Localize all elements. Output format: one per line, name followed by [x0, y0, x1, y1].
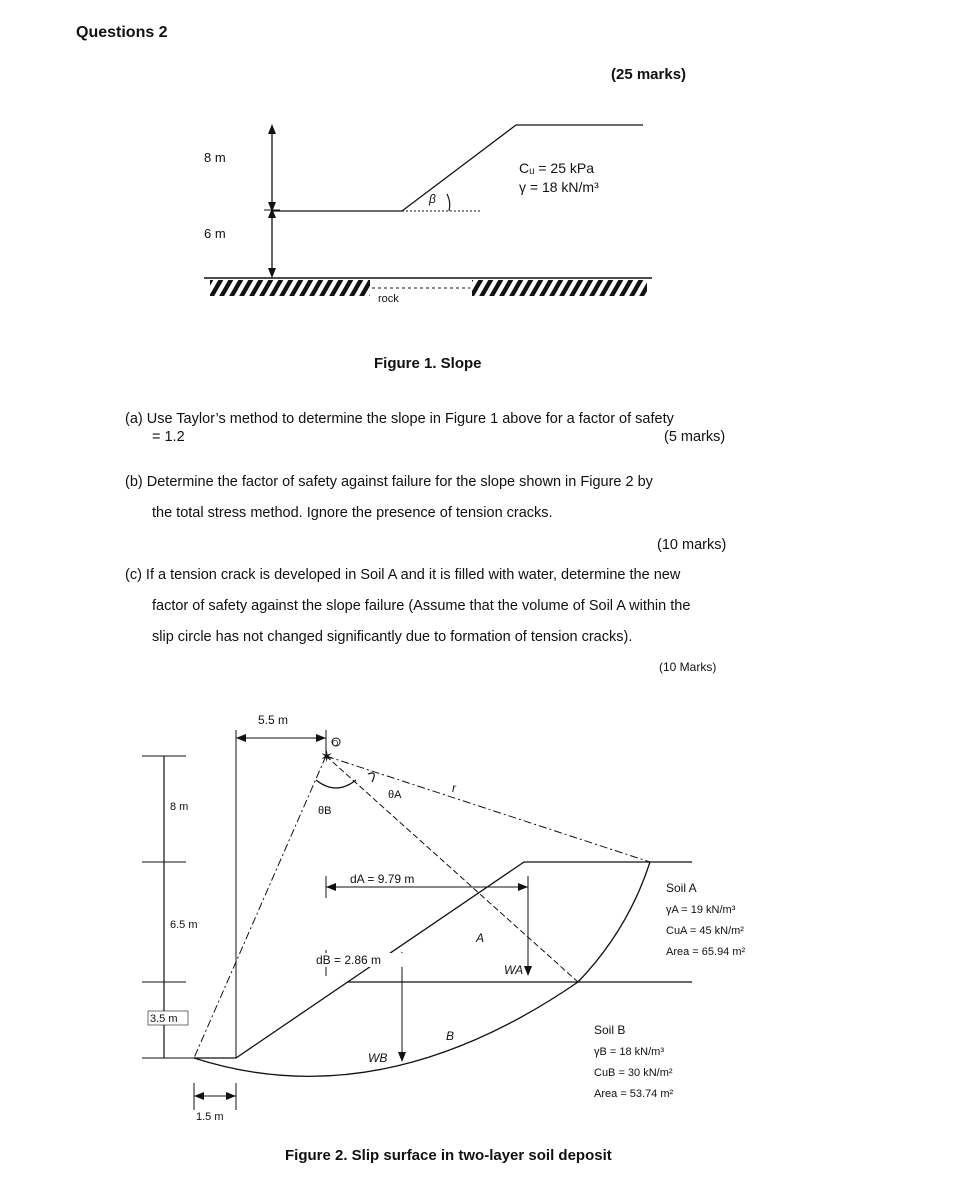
soil-b-cu: CuB = 30 kN/m²: [594, 1067, 673, 1079]
dim-6-5m: 6.5 m: [170, 919, 198, 931]
da-label: dA = 9.79 m: [350, 872, 415, 886]
question-c-line3: slip circle has not changed significantly due to formation of tension cracks).: [152, 629, 633, 645]
radius-line-left: [194, 756, 326, 1058]
slip-circle: [194, 862, 650, 1076]
fig1-dim-upper: 8 m: [204, 150, 226, 165]
question-a-marks: (5 marks): [664, 429, 726, 445]
question-b-marks: (10 marks): [657, 537, 727, 553]
question-a-line1: (a) Use Taylor’s method to determine the slope in Figure 1 above for a factor of safety: [125, 411, 674, 427]
region-a-label: A: [476, 931, 485, 945]
soil-a-cu: CuA = 45 kN/m²: [666, 925, 744, 937]
figure-2-caption: Figure 2. Slip surface in two-layer soil deposit: [285, 1147, 612, 1164]
weight-b-label: WB: [368, 1051, 388, 1065]
soil-a-area: Area = 65.94 m²: [666, 946, 746, 958]
region-b-label: B: [446, 1029, 455, 1043]
question-title: Questions 2: [76, 24, 168, 41]
db-label: dB = 2.86 m: [316, 953, 382, 967]
fig1-cu: Cᵤ = 25 kPa: [519, 160, 595, 176]
weight-a-label: WA: [504, 963, 524, 977]
radius-line-right: [326, 756, 650, 862]
rock-label: rock: [378, 293, 399, 305]
fig1-dim-lower: 6 m: [204, 226, 226, 241]
dim-1-5m: 1.5 m: [196, 1111, 224, 1123]
fig1-gamma: γ = 18 kN/m³: [519, 179, 599, 195]
center-star-icon: ✶: [320, 749, 334, 766]
question-a-line2: = 1.2: [152, 429, 185, 445]
center-label: O: [332, 739, 339, 748]
rock-hatch-right: [472, 280, 647, 296]
slope-angle-label: β: [429, 192, 436, 206]
soil-b-name: Soil B: [594, 1023, 626, 1037]
theta-b-label: θB: [318, 805, 332, 817]
dim-8m: 8 m: [170, 801, 189, 813]
question-c-line1: (c) If a tension crack is developed in Soil A and it is filled with water, determine the new: [125, 567, 681, 583]
radius-label: r: [452, 781, 456, 795]
soil-b-area: Area = 53.74 m²: [594, 1088, 674, 1100]
question-c-marks: (10 Marks): [659, 660, 717, 674]
theta-a-label: θA: [388, 789, 402, 801]
dim-3-5m: 3.5 m: [150, 1013, 178, 1025]
dim-5-5m: 5.5 m: [258, 713, 289, 727]
total-marks: (25 marks): [611, 66, 687, 83]
soil-b-gamma: γB = 18 kN/m³: [594, 1046, 664, 1058]
soil-a-gamma: γA = 19 kN/m³: [666, 904, 736, 916]
question-b-line1: (b) Determine the factor of safety against failure for the slope shown in Figure 2 by: [125, 474, 653, 490]
question-c-line2: factor of safety against the slope failure (Assume that the volume of Soil A within the: [152, 598, 691, 614]
soil-a-name: Soil A: [666, 881, 697, 895]
figure-2-diagram: [142, 713, 746, 1164]
figure-1-caption: Figure 1. Slope: [374, 355, 482, 372]
slope-angle-arc: [447, 194, 450, 211]
rock-hatch-left: [210, 280, 370, 296]
question-b-line2: the total stress method. Ignore the presence of tension cracks.: [152, 505, 553, 521]
